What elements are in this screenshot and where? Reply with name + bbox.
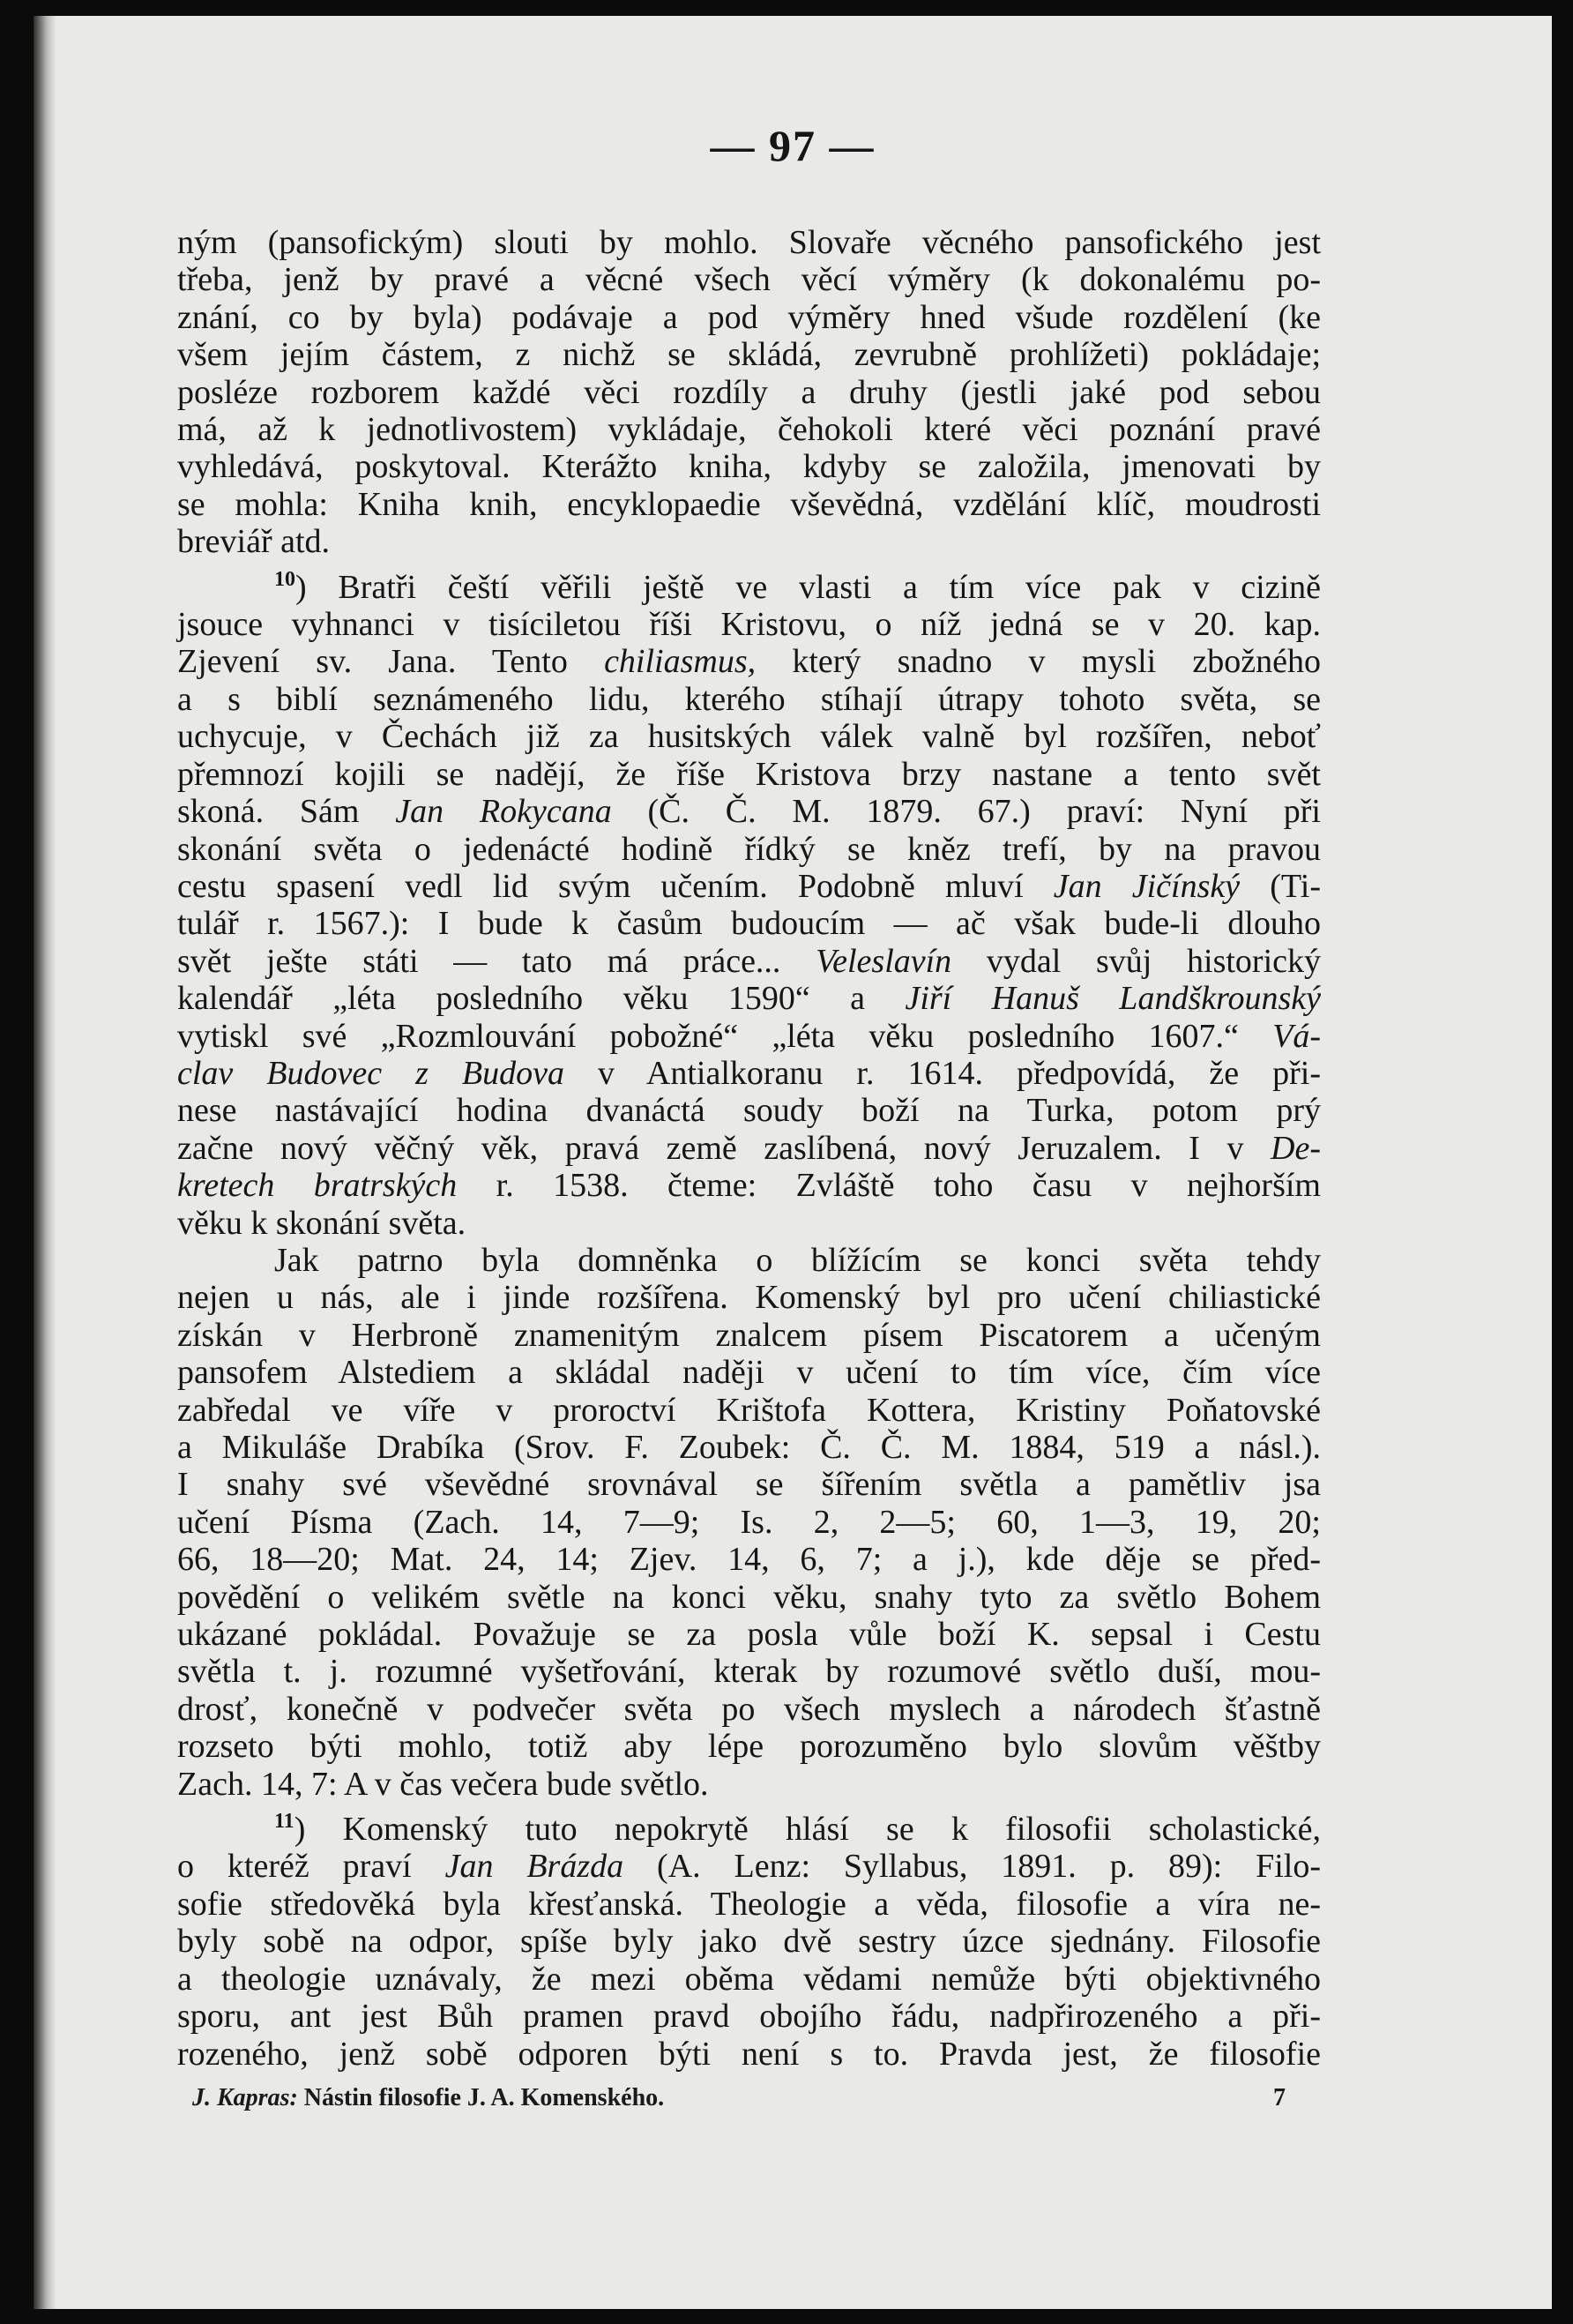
text-run: posléze rozborem každé věci rozdíly a druhy (jestli jaké pod sebou [177, 373, 1321, 411]
text-line [177, 1848, 1321, 1885]
text-line [177, 980, 1321, 1017]
text-line [177, 523, 1321, 560]
book-page [34, 16, 1552, 2309]
text-run: vyhledává, poskytoval. Kterážto kniha, kdyby se založila, jmenovati by [177, 448, 1321, 486]
text-line [177, 1886, 1321, 1923]
text-run: začne nový věčný věk, pravá země zaslíbená, nový Jeruzalem. I v [177, 1129, 1271, 1167]
text-run: a s biblí seznámeného lidu, kterého stíhají útrapy tohoto světa, se [177, 680, 1321, 718]
text-run: Zach. 14, 7: A v čas večera bude světlo. [177, 1765, 709, 1803]
text-line [177, 643, 1321, 680]
text-run: breviář atd. [177, 523, 331, 561]
text-line [177, 1130, 1321, 1167]
text-run: kalendář „léta posledního věku 1590“ a [177, 980, 906, 1018]
text-line [177, 1242, 1321, 1279]
text-run: nese nastávající hodina dvanáctá soudy boží na Turka, potom prý [177, 1092, 1321, 1130]
footnote-number: 11 [274, 1810, 294, 1834]
text-run: cestu spasení vedl lid svým učením. Podobně mluví [177, 867, 1054, 905]
text-line [177, 374, 1321, 411]
text-run: o kteréž praví [177, 1848, 445, 1886]
footer-author: J. Kapras: [192, 2084, 298, 2111]
italic-name: chiliasmus, [604, 643, 757, 681]
body-text [177, 224, 1321, 2073]
text-run: se mohla: Kniha knih, encyklopaedie vševědná, vzdělání klíč, moudrosti [177, 485, 1321, 523]
footer-citation [192, 2084, 664, 2112]
text-run: jsouce vyhnanci v tisíciletou říši Kristovu, o níž jedná se v 20. kap. [177, 606, 1321, 644]
text-run: vytiskl své „Rozmlouvání pobožné“ „léta věku posledního 1607.“ [177, 1017, 1273, 1055]
text-line [177, 561, 1321, 606]
page-number: — 97 — [710, 121, 876, 170]
text-line [177, 1205, 1321, 1242]
text-line [177, 1541, 1321, 1578]
italic-name: Vá- [1272, 1017, 1321, 1055]
text-line [177, 1167, 1321, 1204]
text-line [177, 1961, 1321, 1998]
text-run: zabředal ve víře v proroctví Krištofa Kottera, Kristiny Poňatovské [177, 1391, 1321, 1429]
text-line [177, 1392, 1321, 1429]
text-run: 66, 18—20; Mat. 24, 14; Zjev. 14, 6, 7; a j.), kde děje se před- [177, 1541, 1321, 1579]
text-run: I snahy své vševědné srovnával se šířením světla a pamětliv jsa [177, 1466, 1321, 1504]
text-run: (A. Lenz: Syllabus, 1891. p. 89): Filo- [623, 1848, 1322, 1886]
text-run: uchycuje, v Čechách již za husitských válek valně byl rozšířen, neboť [177, 718, 1321, 756]
text-line [177, 681, 1321, 718]
text-run: povědění o velikém světle na konci věku, snahy tyto za světlo Bohem [177, 1578, 1321, 1616]
text-line [177, 718, 1321, 755]
text-run: ným (pansofickým) slouti by mohlo. Slovaře věcného pansofického jest [177, 224, 1321, 261]
text-line [177, 943, 1321, 980]
text-line [177, 448, 1321, 485]
text-line [177, 793, 1321, 830]
text-line [177, 411, 1321, 448]
text-line [177, 1018, 1321, 1055]
text-run: ) Komenský tuto nepokrytě hlásí se k filosofii scholastické, [294, 1811, 1321, 1849]
italic-name: Jan Rokycana [395, 793, 612, 831]
text-run: nejen u nás, ale i jinde rozšířena. Komenský byl pro učení chiliastické [177, 1279, 1321, 1317]
text-line [177, 1691, 1321, 1728]
text-run: přemnozí kojili se nadějí, že říše Kristova brzy nastane a tento svět [177, 755, 1321, 793]
text-run: rozseto býti mohlo, totiž aby lépe porozuměno bylo slovům věštby [177, 1728, 1321, 1766]
text-run: skoná. Sám [177, 793, 396, 831]
italic-name: Jiří Hanuš Landškrounský [905, 980, 1321, 1018]
text-run: Zjevení sv. Jana. Tento [177, 643, 605, 681]
footer-signature: 7 [1273, 2084, 1286, 2111]
text-run: sporu, ant jest Bůh pramen pravd obojího řádu, nadpřirozeného a při- [177, 1998, 1321, 2036]
italic-name: clav Budovec z Budova [177, 1054, 564, 1092]
text-run: sofie středověká byla křesťanská. Theologie a věda, filosofie a víra ne- [177, 1885, 1321, 1923]
text-line [177, 1466, 1321, 1503]
text-run: svět ješte státi — tato má práce... [177, 942, 816, 980]
text-run: byly sobě na odpor, spíše byly jako dvě sestry úzce sjednány. Filosofie [177, 1923, 1321, 1961]
text-line [177, 1279, 1321, 1316]
text-line [177, 1923, 1321, 1960]
text-line [177, 299, 1321, 336]
text-line [177, 868, 1321, 905]
text-run: znání, co by byla) podávaje a pod výměry hned všude rozdělení (ke [177, 298, 1321, 336]
text-run: tulář r. 1567.): I bude k časům budoucím — ač však bude-li dlouho [177, 905, 1321, 943]
text-run: a theologie uznávaly, že mezi oběma vědami nemůže býti objektivného [177, 1960, 1321, 1998]
text-run: drosť, konečně v podvečer světa po všech myslech a národech šťastně [177, 1690, 1321, 1728]
footer-title: Nástin filosofie J. A. Komenského. [297, 2084, 665, 2111]
text-run: ) Bratři čeští věřili ještě ve vlasti a tím více pak v cizině [295, 568, 1321, 606]
text-line [177, 1766, 1321, 1803]
text-run: skonání světa o jedenácté hodině řídký se kněz trefí, by na pravou [177, 830, 1321, 868]
text-line [177, 756, 1321, 793]
text-run: světla t. j. rozumné vyšetřování, kterak by rozumové světlo duší, mou- [177, 1653, 1321, 1691]
text-run: získán v Herbroně znamenitým znalcem písem Piscatorem a učeným [177, 1316, 1321, 1354]
italic-name: De- [1271, 1129, 1321, 1167]
text-run: (Č. Č. M. 1879. 67.) praví: Nyní při [611, 793, 1321, 831]
italic-name: Veleslavín [816, 942, 952, 980]
text-run: a Mikuláše Drabíka (Srov. F. Zoubek: Č. Č. M. 1884, 519 a násl.). [177, 1429, 1321, 1466]
text-run: rozeného, jenž sobě odporen býti není s to. Pravda jest, že filosofie [177, 2035, 1321, 2073]
text-run: r. 1538. čteme: Zvláště toho času v nejhorším [457, 1167, 1321, 1205]
italic-name: kretech bratrských [177, 1167, 458, 1205]
text-line [177, 1998, 1321, 2035]
text-run: který snadno v mysli zbožného [756, 643, 1321, 681]
text-line [177, 1728, 1321, 1765]
text-line [177, 1055, 1321, 1092]
text-line [177, 1429, 1321, 1466]
italic-name: Jan Brázda [444, 1848, 624, 1886]
text-line [177, 1803, 1321, 1848]
text-run: (Ti- [1240, 867, 1321, 905]
text-line [177, 486, 1321, 523]
text-line [177, 1317, 1321, 1354]
text-line [177, 1653, 1321, 1690]
text-line [177, 905, 1321, 942]
text-run: věku k skonání světa. [177, 1204, 466, 1242]
text-line [177, 606, 1321, 643]
text-run: ukázané pokládal. Považuje se za posla vůle boží K. sepsal i Cestu [177, 1616, 1321, 1654]
text-line [177, 1504, 1321, 1541]
text-line [177, 1354, 1321, 1391]
text-run: v Antialkoranu r. 1614. předpovídá, že při- [563, 1054, 1322, 1092]
text-line [177, 2036, 1321, 2073]
text-run: má, až k jednotlivostem) vykládaje, čehokoli které věci poznání pravé [177, 411, 1321, 449]
text-run: Jak patrno byla domněnka o blížícím se konci světa tehdy [274, 1241, 1321, 1279]
text-line [177, 831, 1321, 868]
footnote-number: 10 [274, 567, 295, 591]
text-line [177, 1092, 1321, 1129]
text-run: učení Písma (Zach. 14, 7—9; Is. 2, 2—5; 60, 1—3, 19, 20; [177, 1503, 1321, 1541]
italic-name: Jan Jičínský [1053, 867, 1241, 905]
text-run: třeba, jenž by pravé a věcné všech věcí výměry (k dokonalému po- [177, 261, 1321, 299]
text-run: všem jejím částem, z nichž se skládá, zevrubně prohlížeti) pokládaje; [177, 336, 1321, 374]
text-run: pansofem Alstediem a skládal naději v učení to tím více, čím více [177, 1354, 1321, 1392]
page-spine-shadow [34, 16, 56, 2309]
text-line [177, 261, 1321, 298]
text-line [177, 336, 1321, 373]
text-run: vydal svůj historický [951, 942, 1321, 980]
text-line [177, 1579, 1321, 1616]
text-line [177, 224, 1321, 261]
text-line [177, 1616, 1321, 1653]
